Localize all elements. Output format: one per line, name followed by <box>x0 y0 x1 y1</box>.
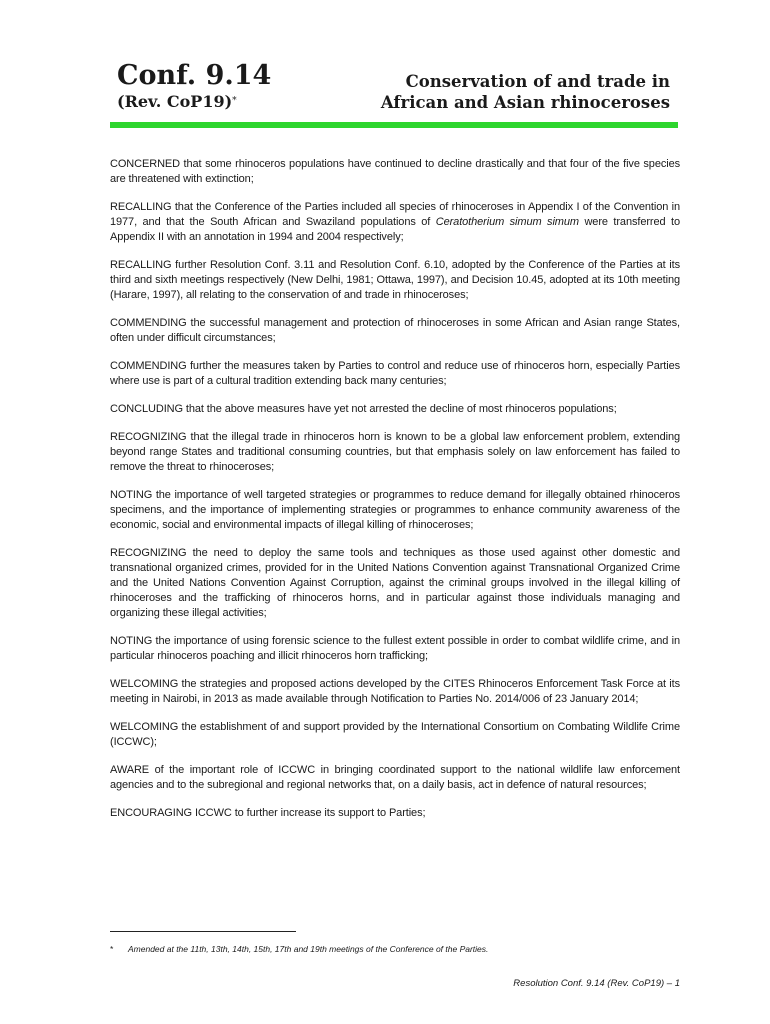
resolution-body <box>110 157 680 834</box>
paragraph-text: were transferred to Appendix II with an annotation in 1994 and 2004 respectively; <box>110 216 680 243</box>
paragraph-recalling <box>110 200 680 245</box>
revision-text: (Rev. CoP19) <box>117 92 233 111</box>
paragraph-aware: AWARE of the important role of ICCWC in bringing coordinated support to the national wildlife law enforcement agencies and to the subregional and regional networks that, on a daily basis, act in defence of natural resources; <box>110 764 680 791</box>
paragraph-recognizing-trade: RECOGNIZING that the illegal trade in rhinoceros horn is known to be a global law enforcement problem, extending beyond range States and traditional consuming countries, but that emphasis solely on law enforcement has failed to remove the threat to rhinoceroses; <box>110 431 680 473</box>
paragraph-concluding: CONCLUDING that the above measures have yet not arrested the decline of most rhinoceros populations; <box>110 403 617 415</box>
paragraph-welcoming-iccwc: WELCOMING the establishment of and support provided by the International Consortium on Combating Wildlife Crime (ICCWC); <box>110 721 680 748</box>
paragraph-commending: COMMENDING the successful management and protection of rhinoceroses in some African and Asian range States, often under difficult circumstances; <box>110 317 680 344</box>
paragraph-text: RECALLING that the Conference of the Parties included all species of rhinoceroses in Appendix I of the Convention in 1977, and that the South African and Swaziland populations of <box>110 201 680 228</box>
document-header <box>117 58 678 128</box>
header-divider-bar <box>110 122 678 128</box>
paragraph-welcoming-strategies: WELCOMING the strategies and proposed actions developed by the CITES Rhinoceros Enforcement Task Force at its meeting in Nairobi, in 2013 as made available through Notification to Parties No. 2014/006 of 23 January 2014; <box>110 678 680 705</box>
revision-footnote-mark: * <box>232 96 237 106</box>
paragraph-noting-forensic: NOTING the importance of using forensic science to the fullest extent possible in order to combat wildlife crime, and in particular rhinoceros poaching and illicit rhinoceros horn trafficking; <box>110 635 680 662</box>
footnote-mark: * <box>110 944 114 954</box>
resolution-title <box>381 71 670 113</box>
resolution-revision <box>117 92 237 112</box>
paragraph-commending-further: COMMENDING further the measures taken by Parties to control and reduce use of rhinoceros horn, especially Parties where use is part of a cultural tradition extending back many centuries; <box>110 360 680 387</box>
paragraph-recalling-further: RECALLING further Resolution Conf. 3.11 and Resolution Conf. 6.10, adopted by the Conference of the Parties at its third and sixth meetings respectively (New Delhi, 1981; Ottawa, 1997), and Decision 10.45, adopted at its 10th meeting (Harare, 1997), all relating to the conservation of and trade in rhinoceroses; <box>110 259 680 301</box>
paragraph-encouraging: ENCOURAGING ICCWC to further increase its support to Parties; <box>110 807 426 819</box>
species-name: Ceratotherium simum simum <box>435 216 579 228</box>
paragraph-recognizing-tools: RECOGNIZING the need to deploy the same tools and techniques as those used against other domestic and transnational organized crimes, provided for in the United Nations Convention against Transnational Organized Crime and the United Nations Convention Against Corruption, against the criminal groups involved in the illegal killing of rhinoceroses and the trafficking of rhinoceros horns, and in particular against those individuals managing and organizing these illegal activities; <box>110 547 680 619</box>
resolution-number: Conf. 9.14 <box>117 60 272 91</box>
page-footer: Resolution Conf. 9.14 (Rev. CoP19) – 1 <box>513 978 680 989</box>
title-line-2: African and Asian rhinoceroses <box>380 93 670 112</box>
footnote-text: Amended at the 11th, 13th, 14th, 15th, 17th and 19th meetings of the Conference of the Parties. <box>128 944 489 954</box>
title-line-1: Conservation of and trade in <box>405 72 670 91</box>
paragraph-concerned: CONCERNED that some rhinoceros populations have continued to decline drastically and that four of the five species are threatened with extinction; <box>110 158 680 185</box>
paragraph-noting-strategies: NOTING the importance of well targeted strategies or programmes to reduce demand for illegally obtained rhinoceros specimens, and the importance of implementing strategies or programmes to enhance community awareness of the economic, social and environmental impacts of illegal killing of rhinoceroses; <box>110 489 680 531</box>
footnote-divider <box>110 931 296 932</box>
footnote <box>110 943 670 955</box>
